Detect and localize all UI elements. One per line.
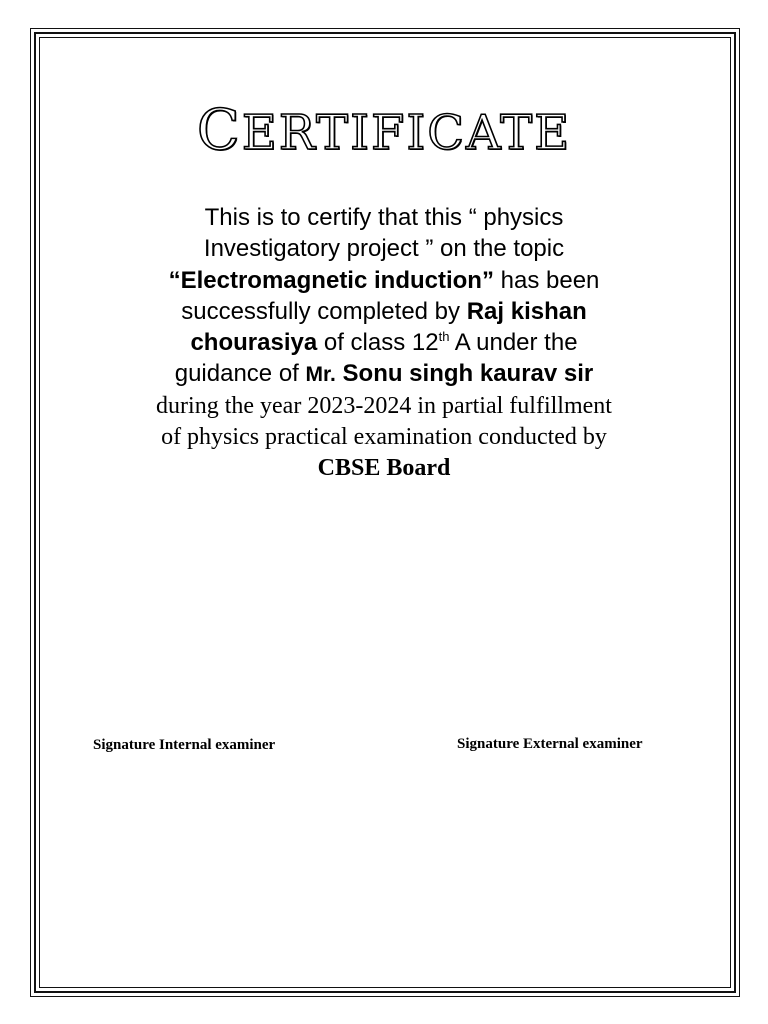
certificate-title — [0, 96, 768, 168]
body-line-7: during the year 2023-2024 in partial fulfillment — [156, 392, 612, 419]
body-line-6: guidance of Mr. Sonu singh kaurav sir — [174, 360, 594, 388]
body-line-4: successfully completed by Raj kishan — [181, 297, 587, 325]
signature-external-examiner: Signature External examiner — [457, 736, 643, 752]
body-line-1: This is to certify that this “ physics — [204, 204, 564, 231]
student-name-last: chourasiya — [190, 329, 318, 357]
teacher-name: Sonu singh kaurav sir — [335, 360, 594, 388]
board-name: CBSE Board — [317, 454, 451, 481]
inner-border — [39, 37, 731, 988]
title-initial: C — [196, 98, 242, 163]
signature-internal-examiner: Signature Internal examiner — [93, 737, 276, 753]
body-line-2: Investigatory project ” on the topic — [203, 235, 565, 263]
body-line-5: chourasiya of class 12th A under the — [190, 329, 578, 357]
certificate-body — [100, 202, 668, 484]
body-line-8: of physics practical examination conducted by — [161, 423, 607, 450]
teacher-title: Mr. — [305, 363, 336, 387]
project-topic: “Electromagnetic induction” — [168, 266, 494, 294]
student-name-first: Raj kishan — [466, 297, 587, 325]
title-rest: ERTIFICATE — [241, 105, 572, 161]
body-line-3: “Electromagnetic induction” has been — [168, 266, 600, 294]
class-suffix-sup: th — [438, 329, 450, 345]
